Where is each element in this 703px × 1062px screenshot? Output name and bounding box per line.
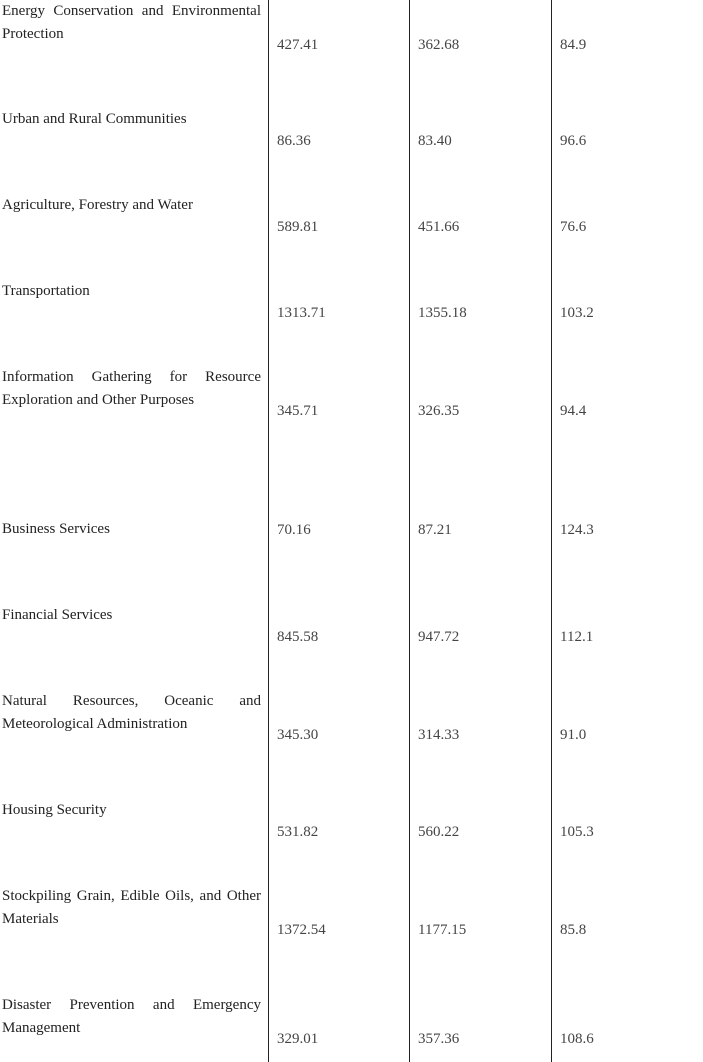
row-label: Housing Security — [2, 802, 107, 818]
row-label: Stockpiling Grain, Edible Oils, and Other Materials — [2, 888, 261, 927]
value-col2: 314.33 — [418, 727, 460, 743]
value-col1: 345.71 — [277, 403, 319, 419]
value-col1: 531.82 — [277, 824, 319, 840]
value-col2: 87.21 — [418, 522, 452, 538]
value-col2: 357.36 — [418, 1031, 460, 1047]
value-col3: 85.8 — [560, 922, 587, 938]
value-col3: 124.3 — [560, 522, 594, 538]
value-col2: 83.40 — [418, 133, 452, 149]
row-label: Transportation — [2, 283, 90, 299]
value-col2: 1355.18 — [418, 305, 467, 321]
value-col3: 112.1 — [560, 629, 594, 645]
row-label: Financial Services — [2, 607, 113, 623]
row-label: Information Gathering for Resource Exploration and Other Purposes — [2, 369, 261, 408]
row-label: Business Services — [2, 521, 110, 537]
value-col3: 96.6 — [560, 133, 587, 149]
column-divider — [409, 0, 410, 1062]
row-label: Agriculture, Forestry and Water — [2, 197, 193, 213]
value-col3: 108.6 — [560, 1031, 594, 1047]
row-label: Disaster Prevention and Emergency Management — [2, 997, 261, 1036]
value-col2: 362.68 — [418, 37, 460, 53]
value-col2: 451.66 — [418, 219, 460, 235]
value-col3: 91.0 — [560, 727, 587, 743]
value-col1: 589.81 — [277, 219, 319, 235]
value-col1: 70.16 — [277, 522, 311, 538]
value-col1: 329.01 — [277, 1031, 319, 1047]
value-col3: 84.9 — [560, 37, 587, 53]
value-col2: 947.72 — [418, 629, 460, 645]
value-col1: 86.36 — [277, 133, 311, 149]
value-col1: 845.58 — [277, 629, 319, 645]
value-col2: 326.35 — [418, 403, 460, 419]
value-col2: 1177.15 — [418, 922, 467, 938]
value-col3: 94.4 — [560, 403, 587, 419]
row-label: Energy Conservation and Environmental Protection — [2, 3, 261, 42]
value-col3: 103.2 — [560, 305, 594, 321]
value-col3: 76.6 — [560, 219, 587, 235]
value-col3: 105.3 — [560, 824, 594, 840]
value-col1: 1313.71 — [277, 305, 326, 321]
row-label: Natural Resources, Oceanic and Meteorological Administration — [2, 693, 261, 732]
value-col1: 1372.54 — [277, 922, 326, 938]
column-divider — [268, 0, 269, 1062]
value-col1: 427.41 — [277, 37, 319, 53]
value-col1: 345.30 — [277, 727, 319, 743]
row-label: Urban and Rural Communities — [2, 111, 187, 127]
value-col2: 560.22 — [418, 824, 460, 840]
column-divider — [551, 0, 552, 1062]
